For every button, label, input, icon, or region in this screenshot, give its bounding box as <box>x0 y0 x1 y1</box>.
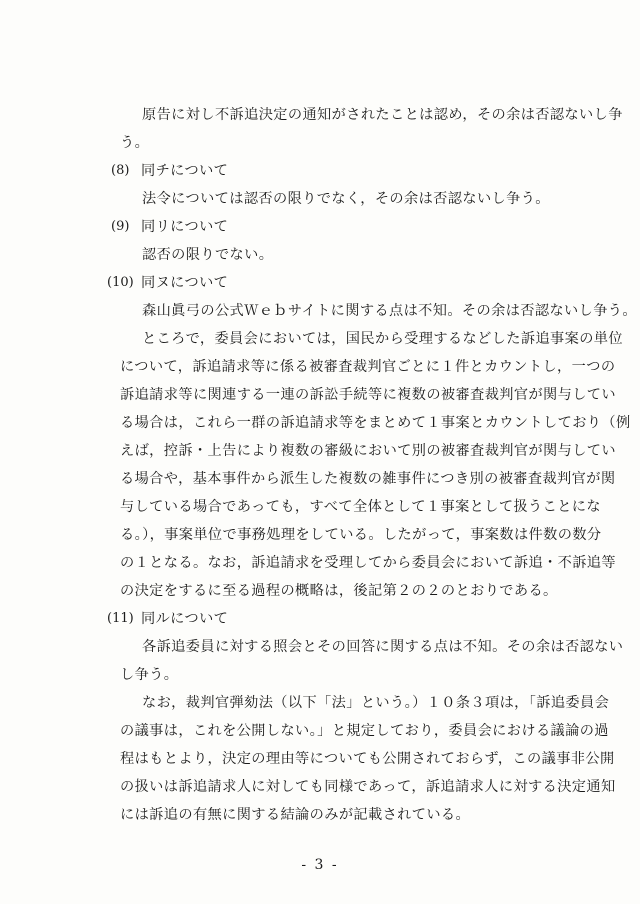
text-line: には訴追の有無に関する結論のみが記載されている。 <box>120 807 471 823</box>
text-line: えば，控訴・上告により複数の審級において別の被審査裁判官が関与してい <box>120 443 616 459</box>
text-line: の決定をするに至る過程の概略は，後記第２の２のとおりである。 <box>120 583 558 599</box>
text-line: 各訴追委員に対する照会とその回答に関する点は不知。その余は否認ない <box>142 639 624 655</box>
text-line: 訴追請求等に関連する一連の訴訟手続等に複数の被審査裁判官が関与してい <box>120 387 616 403</box>
text-line: う。 <box>120 135 150 151</box>
text-line: 認否の限りでない。 <box>142 247 274 263</box>
text-line: ところで，委員会においては，国民から受理するなどした訴追事案の単位 <box>142 331 623 347</box>
text-line: の議事は，これを公開しない。」と規定しており，委員会における議論の過 <box>120 723 609 739</box>
text-line: 程はもとより，決定の理由等についても公開されておらず，この議事非公開 <box>120 751 615 767</box>
item-heading: 同ルについて <box>141 611 229 627</box>
item-number: (8) <box>111 163 130 178</box>
text-line: の扱いは訴追請求人に対しても同様であって，訴追請求人に対する決定通知 <box>120 779 616 795</box>
text-line: る場合は，これら一群の訴追請求等をまとめて１事案とカウントしており（例 <box>120 415 631 431</box>
text-line: 与している場合であっても，すべて全体として１事案として扱うことにな <box>120 499 601 515</box>
item-number: (9) <box>111 219 130 234</box>
text-line: なお，裁判官弾劾法（以下「法」という。）１０条３項は，「訴追委員会 <box>142 695 610 711</box>
text-line: の１となる。なお，訴追請求を受理してから委員会において訴追・不訴追等 <box>120 555 616 571</box>
text-line: 森山眞弓の公式Ｗｅｂサイトに関する点は不知。その余は否認ないし争う。 <box>142 303 637 319</box>
text-line: 原告に対し不訴追決定の通知がされたことは認め，その余は否認ないし争 <box>142 107 623 123</box>
item-number: (10) <box>107 275 134 290</box>
text-line: し争う。 <box>120 667 179 683</box>
page-number: - 3 - <box>301 857 339 873</box>
item-heading: 同リについて <box>141 219 229 235</box>
text-line: について，訴追請求等に係る被審査裁判官ごとに１件とカウントし，一つの <box>120 359 616 375</box>
item-heading: 同チについて <box>141 163 229 179</box>
text-line: る場合や，基本事件から派生した複数の雑事件につき別の被審査裁判官が関 <box>120 471 616 487</box>
text-line: 法令については認否の限りでなく，その余は否認ないし争う。 <box>142 191 550 207</box>
item-heading: 同ヌについて <box>141 275 229 291</box>
text-line: る。），事案単位で事務処理をしている。したがって，事案数は件数の数分 <box>120 527 602 543</box>
item-number: (11) <box>107 611 134 626</box>
